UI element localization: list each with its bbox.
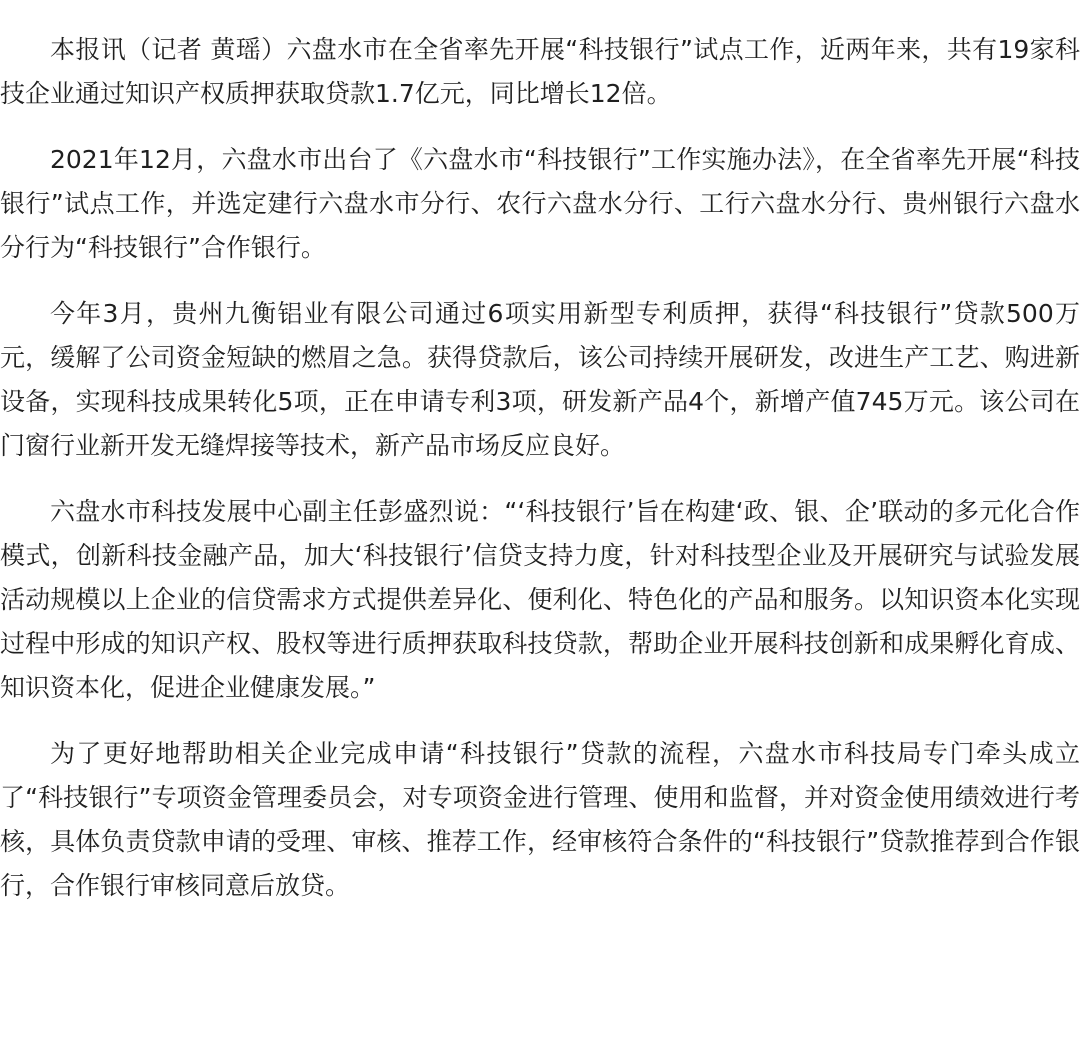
paragraph-case-study: 今年3月，贵州九衡铝业有限公司通过6项实用新型专利质押，获得“科技银行”贷款500万元，缓解了公司资金短缺的燃眉之急。获得贷款后，该公司持续开展研发，改进生产工艺、购进新设备，实现科技成果转化5项，正在申请专利3项，研发新产品4个，新增产值745万元。该公司在门窗行业新开发无缝焊接等技术，新产品市场反应良好。 [0, 299, 1080, 460]
paragraph-committee: 为了更好地帮助相关企业完成申请“科技银行”贷款的流程，六盘水市科技局专门牵头成立了“科技银行”专项资金管理委员会，对专项资金进行管理、使用和监督，并对资金使用绩效进行考核，具体负责贷款申请的受理、审核、推荐工作，经审核符合条件的“科技银行”贷款推荐到合作银行，合作银行审核同意后放贷。 [0, 739, 1080, 900]
paragraph-intro: 本报讯（记者 黄瑶）六盘水市在全省率先开展“科技银行”试点工作，近两年来，共有19家科技企业通过知识产权质押获取贷款1.7亿元，同比增长12倍。 [0, 35, 1080, 108]
paragraph-policy: 2021年12月，六盘水市出台了《六盘水市“科技银行”工作实施办法》，在全省率先开展“科技银行”试点工作，并选定建行六盘水市分行、农行六盘水分行、工行六盘水分行、贵州银行六盘水分行为“科技银行”合作银行。 [0, 145, 1080, 262]
paragraph-quote: 六盘水市科技发展中心副主任彭盛烈说：“‘科技银行’旨在构建‘政、银、企’联动的多元化合作模式，创新科技金融产品，加大‘科技银行’信贷支持力度，针对科技型企业及开展研究与试验发展活动规模以上企业的信贷需求方式提供差异化、便利化、特色化的产品和服务。以知识资本化实现过程中形成的知识产权、股权等进行质押获取科技贷款，帮助企业开展科技创新和成果孵化育成、知识资本化，促进企业健康发展。” [0, 497, 1080, 702]
